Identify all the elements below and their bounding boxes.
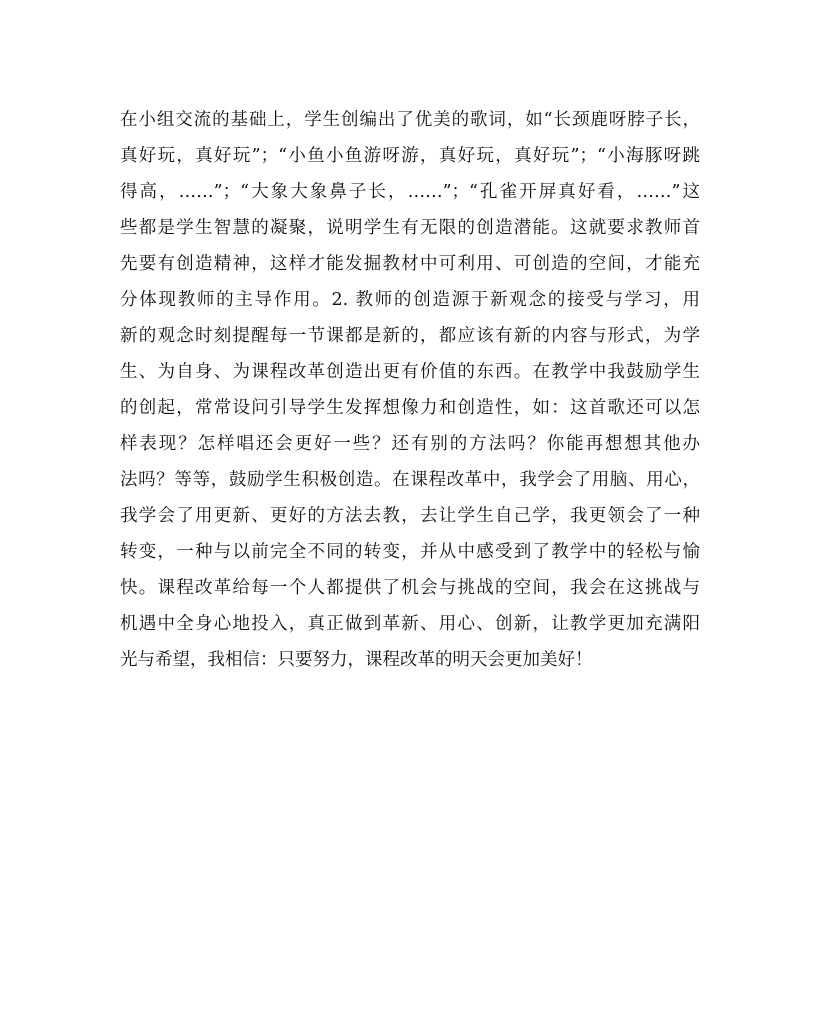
text-line: 在小组交流的基础上，学生创编出了优美的歌词，如“长颈鹿呀脖子长，: [120, 110, 700, 130]
text-line: 真好玩，真好玩”；“小鱼小鱼游呀游，真好玩，真好玩”；“小海豚呀跳: [120, 146, 700, 166]
text-line: 快。课程改革给每一个人都提供了机会与挑战的空间，我会在这挑战与: [120, 578, 700, 598]
text-line: 先要有创造精神，这样才能发掘教材中可利用、可创造的空间，才能充: [120, 254, 700, 274]
text-line: 生、为自身、为课程改革创造出更有价值的东西。在教学中我鼓励学生: [120, 362, 700, 382]
text-line: 些都是学生智慧的凝聚，说明学生有无限的创造潜能。这就要求教师首: [120, 218, 700, 238]
text-line: 得高，……”；“大象大象鼻子长，……”；“孔雀开屏真好看，……”这: [120, 182, 700, 202]
text-line: 样表现？怎样唱还会更好一些？还有别的方法吗？你能再想想其他办: [120, 434, 700, 454]
text-line: 机遇中全身心地投入，真正做到革新、用心、创新，让教学更加充满阳: [120, 614, 700, 634]
text-line: 新的观念时刻提醒每一节课都是新的，都应该有新的内容与形式，为学: [120, 326, 700, 346]
text-line: 分体现教师的主导作用。2. 教师的创造源于新观念的接受与学习，用: [120, 290, 700, 310]
body-paragraph: [120, 102, 700, 678]
text-line: 转变，一种与以前完全不同的转变，并从中感受到了教学中的轻松与愉: [120, 542, 700, 562]
text-line: 我学会了用更新、更好的方法去教，去让学生自己学，我更领会了一种: [120, 506, 700, 526]
text-line-last: 光与希望，我相信：只要努力，课程改革的明天会更加美好！: [120, 650, 593, 670]
text-line: 的创起，常常设问引导学生发挥想像力和创造性，如：这首歌还可以怎: [120, 398, 700, 418]
text-line: 法吗？等等，鼓励学生积极创造。在课程改革中，我学会了用脑、用心，: [120, 470, 700, 490]
